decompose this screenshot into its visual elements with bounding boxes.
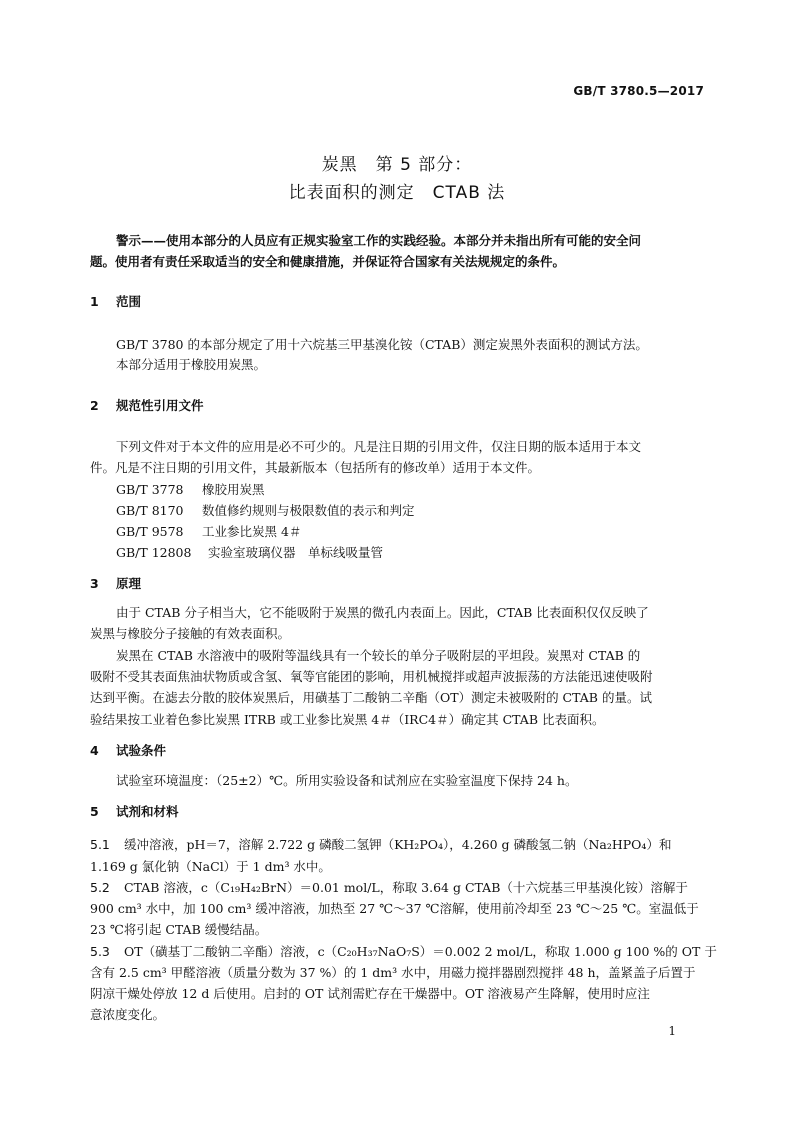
section-4-heading: [90, 741, 166, 759]
section-1-heading: [90, 292, 141, 310]
paragraph-line: 本部分适用于橡胶用炭黑。: [116, 357, 267, 372]
clause-text: OT（磺基丁二酸钠二辛酯）溶液，c（C₂₀H₃₇NaO₇S）＝0.002 2 mol/L，称取 1.000 g 100 %的 OT 于: [124, 944, 717, 959]
section-number: 2: [90, 398, 99, 413]
clause-5-2: [90, 878, 688, 896]
section-number: 3: [90, 576, 99, 591]
section-5-heading: [90, 802, 179, 820]
paragraph-line: 件。凡是不注日期的引用文件，其最新版本（包括所有的修改单）适用于本文件。: [90, 460, 541, 475]
section-title: 试剂和材料: [116, 804, 179, 819]
paragraph-line: 试验室环境温度：（25±2）℃。所用实验设备和试剂应在实验室温度下保持 24 h。: [116, 773, 578, 788]
paragraph-line: 900 cm³ 水中，加 100 cm³ 缓冲溶液，加热至 27 ℃～37 ℃溶解，使用前冷却至 23 ℃～25 ℃。室温低于: [90, 901, 699, 916]
section-number: 5: [90, 804, 99, 819]
paragraph-line: 炭黑与橡胶分子接触的有效表面积。: [90, 626, 291, 641]
reference-code: GB/T 9578: [116, 524, 184, 539]
paragraph-line: 1.169 g 氯化钠（NaCl）于 1 dm³ 水中。: [90, 859, 331, 874]
paragraph-line: 达到平衡。在滤去分散的胶体炭黑后，用磺基丁二酸钠二辛酯（OT）测定未被吸附的 CTAB 的量。试: [90, 690, 652, 705]
paragraph-line: 下列文件对于本文件的应用是必不可少的。凡是注日期的引用文件，仅注日期的版本适用于本文: [116, 439, 642, 454]
paragraph-line: 阴凉干燥处停放 12 d 后使用。启封的 OT 试剂需贮存在干燥器中。OT 溶液易产生降解，使用时应注: [90, 986, 650, 1001]
section-2-heading: [90, 396, 204, 414]
paragraph-line: 炭黑在 CTAB 水溶液中的吸附等温线具有一个较长的单分子吸附层的平坦段。炭黑对 CTAB 的: [116, 648, 641, 663]
clause-number: 5.2: [90, 880, 110, 895]
reference-name: 工业参比炭黑 4＃: [202, 524, 302, 539]
paragraph-line: 意浓度变化。: [90, 1007, 166, 1022]
document-number: GB/T 3780.5—2017: [573, 84, 704, 98]
section-number: 1: [90, 294, 99, 309]
reference-item: [116, 522, 301, 540]
section-title: 规范性引用文件: [116, 398, 204, 413]
title-line-2: 比表面积的测定 CTAB 法: [288, 183, 506, 203]
page-number: 1: [668, 1024, 676, 1038]
reference-code: GB/T 8170: [116, 503, 184, 518]
section-number: 4: [90, 743, 99, 758]
reference-name: 实验室玻璃仪器 单标线吸量管: [208, 545, 384, 560]
paragraph-line: 验结果按工业着色参比炭黑 ITRB 或工业参比炭黑 4＃（IRC4＃）确定其 CTAB 比表面积。: [90, 712, 605, 727]
section-3-heading: [90, 574, 141, 592]
paragraph-line: 由于 CTAB 分子相当大，它不能吸附于炭黑的微孔内表面上。因此，CTAB 比表面积仅仅反映了: [116, 605, 649, 620]
paragraph-line: 吸附不受其表面焦油状物质或含氢、氧等官能团的影响，用机械搅拌或超声波振荡的方法能迅速使吸附: [90, 669, 653, 684]
reference-item: [116, 480, 265, 498]
reference-code: GB/T 12808: [116, 545, 192, 560]
clause-5-1: [90, 835, 671, 853]
clause-number: 5.1: [90, 837, 110, 852]
section-title: 原理: [116, 576, 142, 591]
clause-number: 5.3: [90, 944, 110, 959]
title-line-1: 炭黑 第 5 部分：: [321, 155, 473, 175]
warning-line-2: 题。使用者有责任采取适当的安全和健康措施，并保证符合国家有关法规规定的条件。: [90, 254, 566, 269]
paragraph-line: GB/T 3780 的本部分规定了用十六烷基三甲基溴化铵（CTAB）测定炭黑外表面积的测试方法。: [116, 337, 648, 352]
clause-text: 缓冲溶液，pH＝7，溶解 2.722 g 磷酸二氢钾（KH₂PO₄），4.260 g 磷酸氢二钠（Na₂HPO₄）和: [124, 837, 672, 852]
clause-text: CTAB 溶液，c（C₁₉H₄₂BrN）＝0.01 mol/L，称取 3.64 g CTAB（十六烷基三甲基溴化铵）溶解于: [124, 880, 688, 895]
reference-item: [116, 501, 415, 519]
section-title: 范围: [116, 294, 142, 309]
warning-line-1: 警示——使用本部分的人员应有正规实验室工作的实践经验。本部分并未指出所有可能的安全问: [116, 233, 642, 248]
clause-5-3: [90, 942, 717, 960]
reference-code: GB/T 3778: [116, 482, 184, 497]
paragraph-line: 23 ℃将引起 CTAB 缓慢结晶。: [90, 922, 268, 937]
section-title: 试验条件: [116, 743, 167, 758]
reference-name: 橡胶用炭黑: [202, 482, 265, 497]
reference-name: 数值修约规则与极限数值的表示和判定: [202, 503, 415, 518]
reference-item: [116, 543, 383, 561]
paragraph-line: 含有 2.5 cm³ 甲醛溶液（质量分数为 37 %）的 1 dm³ 水中，用磁力搅拌器剧烈搅拌 48 h，盖紧盖子后置于: [90, 965, 696, 980]
